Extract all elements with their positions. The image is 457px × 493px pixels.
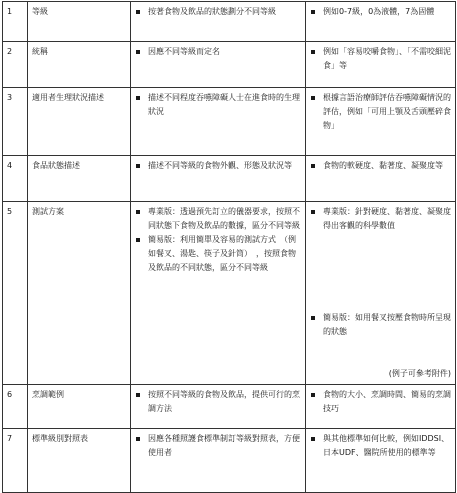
example-cell bbox=[306, 429, 456, 493]
row-number: 2 bbox=[3, 42, 28, 88]
table-row bbox=[3, 88, 456, 156]
description-cell bbox=[131, 88, 306, 156]
table-row bbox=[3, 202, 456, 385]
description-cell bbox=[131, 42, 306, 88]
description-cell bbox=[131, 156, 306, 202]
example-bullet: 例如「容易咬嚼食物」、「不需咬細泥食」等 bbox=[310, 45, 451, 73]
table-row bbox=[3, 156, 456, 202]
row-number: 3 bbox=[3, 88, 28, 156]
example-cell bbox=[306, 202, 456, 385]
guideline-table bbox=[2, 1, 456, 493]
example-bullet: 食物的大小、烹調時間、簡易的烹調技巧 bbox=[310, 388, 451, 416]
item-name: 測試方案 bbox=[28, 202, 131, 385]
example-cell bbox=[306, 385, 456, 429]
example-cell bbox=[306, 2, 456, 42]
item-name: 等級 bbox=[28, 2, 131, 42]
row-number: 6 bbox=[3, 385, 28, 429]
item-name: 適用者生理狀況描述 bbox=[28, 88, 131, 156]
table-row bbox=[3, 42, 456, 88]
example-bullet: 簡易版：如用餐叉按壓食物時所呈現的狀態 bbox=[310, 311, 451, 339]
description-cell bbox=[131, 429, 306, 493]
item-name: 標準級別對照表 bbox=[28, 429, 131, 493]
example-cell bbox=[306, 88, 456, 156]
description-bullet: 因應不同等級而定名 bbox=[135, 45, 301, 59]
example-bullet: 根據言語治療師評估吞嚥障礙情況的評估，例如「可用上顎及舌頭壓碎食物」 bbox=[310, 91, 451, 133]
description-bullet: 描述不同程度吞嚥障礙人士在進食時的生理狀況 bbox=[135, 91, 301, 119]
description-bullet: 簡易版：利用簡單及容易的測試方式 （例如餐叉、湯匙、筷子及針筒） ，按照食物及飲品的不同狀態，區分不同等級 bbox=[135, 233, 301, 275]
row-number: 1 bbox=[3, 2, 28, 42]
item-name: 烹調範例 bbox=[28, 385, 131, 429]
description-cell bbox=[131, 385, 306, 429]
description-bullet: 專業版：透過預先訂立的儀器要求，按照不同狀態下食物及飲品的數據，區分不同等級 bbox=[135, 205, 301, 233]
row-number: 5 bbox=[3, 202, 28, 385]
appendix-note: (例子可參考附件) bbox=[388, 369, 451, 378]
table-row bbox=[3, 385, 456, 429]
row-number: 4 bbox=[3, 156, 28, 202]
description-cell bbox=[131, 202, 306, 385]
description-cell bbox=[131, 2, 306, 42]
example-bullet: 食物的軟硬度、黏著度、凝聚度等 bbox=[310, 159, 451, 173]
description-bullet: 按著食物及飲品的狀態劃分不同等級 bbox=[135, 5, 301, 19]
description-bullet: 描述不同等級的食物外觀、形態及狀況等 bbox=[135, 159, 301, 173]
example-bullet: 專業版：針對硬度、黏著度、凝聚度得出客觀的科學數值 bbox=[310, 205, 451, 233]
description-bullet: 因應各種照護食標準制訂等級對照表，方便使用者 bbox=[135, 432, 301, 460]
item-name: 統稱 bbox=[28, 42, 131, 88]
row-number: 7 bbox=[3, 429, 28, 493]
table-row bbox=[3, 429, 456, 493]
example-cell bbox=[306, 156, 456, 202]
example-cell bbox=[306, 42, 456, 88]
item-name: 食品狀態描述 bbox=[28, 156, 131, 202]
table-row bbox=[3, 2, 456, 42]
example-bullet: 例如0-7級，0為液體，7為固體 bbox=[310, 5, 451, 19]
description-bullet: 按照不同等級的食物及飲品，提供可行的烹調方法 bbox=[135, 388, 301, 416]
example-bullet: 與其他標準如何比較，例如IDDSI、日本UDF、醫院所使用的標準等 bbox=[310, 432, 451, 460]
